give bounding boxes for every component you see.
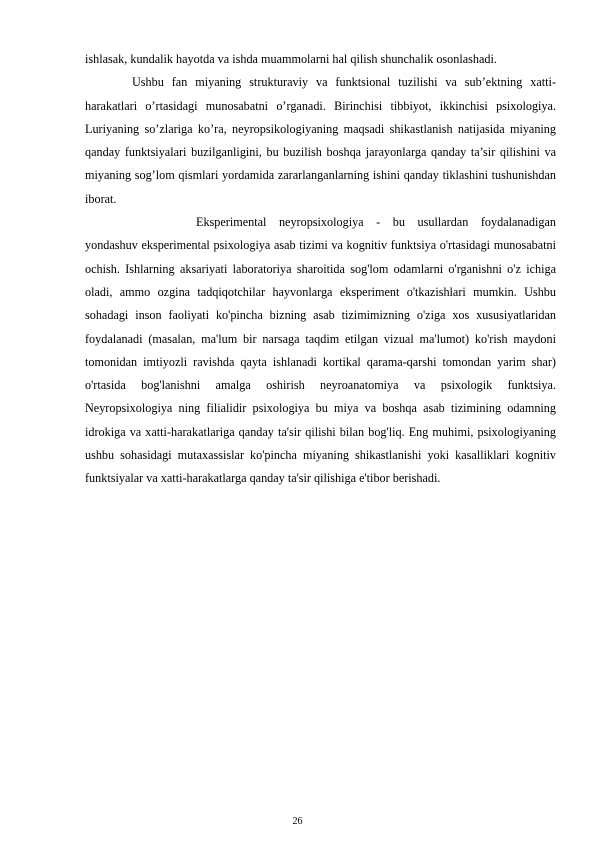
paragraph-continuation: ishlasak, kundalik hayotda va ishda muammolarni hal qilish shunchalik osonlashadi. — [85, 52, 497, 66]
page-number: 26 — [292, 816, 303, 827]
paragraph-neuropsychology-definition: Ushbu fan miyaning strukturaviy va funktsional tuzilishi va sub’ektning xatti-harakatlari o’rtasidagi munosabatni o’rganadi. Birinchisi tibbiyot, ikkinchisi psixologiya. Luriyaning so’zlariga ko’ra, neyropsikologiyaning maqsadi shikastlanish natijasida miyaning qanday funktsiyalari buzilganligini, bu buzilish boshqa jarayonlarga qanday ta’sir qilishini va miyaning sog’lom qismlari yordamida zararlanganlarning ishini qanday tiklashini tushunishdan iborat. — [85, 75, 556, 206]
paragraph-experimental-neuropsychology: Eksperimental neyropsixologiya - bu usullardan foydalanadigan yondashuv eksperimental psixologiya asab tizimi va kognitiv funktsiya o'rtasidagi munosabatni ochish. Ishlarning aksariyati laboratoriya sharoitida sog'lom odamlarni o'rganishni o'z ichiga oladi, ammo ozgina tadqiqotchilar hayvonlarga eksperiment o'tkazishlari mumkin. Ushbu sohadagi inson faoliyati ko'pincha bizning asab tizimimizning o'ziga xos xususiyatlaridan foydalanadi (masalan, ma'lum bir narsaga taqdim etilgan vizual ma'lumot) ko'rish maydoni tomonidan imtiyozli ravishda qayta ishlanadi kortikal qarama-qarshi tomondan yarim shar) o'rtasida bog'lanishni amalga oshirish neyroanatomiya va psixologik funktsiya. Neyropsixologiya ning filialidir psixologiya bu miya va boshqa asab tizimining odamning idrokiga va xatti-harakatlariga qanday ta'sir qilishi bilan bog'liq. Eng muhimi, psixologiyaning ushbu sohasidagi mutaxassislar ko'pincha miyaning shikastlanishi yoki kasalliklari kognitiv funktsiyalar va xatti-harakatlarga qanday ta'sir qilishiga e'tibor berishadi. — [85, 215, 556, 486]
page-body — [85, 48, 556, 491]
